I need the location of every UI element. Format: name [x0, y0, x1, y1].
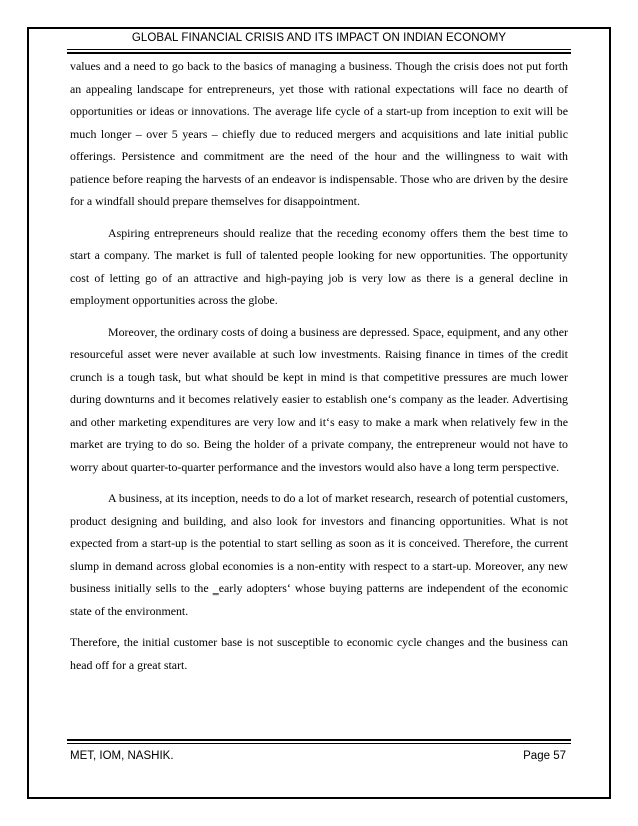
paragraph-4: A business, at its inception, needs to do a lot of market research, research of potential customers, product designing and building, and also look for investors and financing opportunities. What is not expected from a start-up is the potential to start selling as soon as it is conceived. Therefore, the current slump in demand across global economies is a non-entity with respect to a start-up. Moreover, any new business initially sells to the ‗early adopters‘ whose buying patterns are independent of the economic state of the environment.	[70, 491, 568, 618]
header-rule-thick	[67, 52, 571, 54]
paragraph-1: values and a need to go back to the basics of managing a business. Though the crisis does not put forth an appealing landscape for entrepreneurs, yet those with rational expectations will face no dearth of opportunities or ideas or innovations. The average life cycle of a start-up from inception to exit will be much longer – over 5 years – chiefly due to reduced mergers and acquisitions and late initial public offerings. Persistence and commitment are the need of the hour and the willingness to wait with patience before reaping the harvests of an endeavor is indispensable. Those who are driven by the desire for a windfall should prepare themselves for disappointment.	[70, 59, 568, 208]
paragraph-2: Aspiring entrepreneurs should realize that the receding economy offers them the best time to start a company. The market is full of talented people looking for new opportunities. The opportunity cost of letting go of an attractive and high-paying job is very low as there is a general decline in employment opportunities across the globe.	[70, 225, 568, 307]
page-header-title: GLOBAL FINANCIAL CRISIS AND ITS IMPACT ON INDIAN ECONOMY	[131, 32, 507, 44]
footer-page-number: Page 57	[523, 750, 566, 762]
paragraph-3: Moreover, the ordinary costs of doing a business are depressed. Space, equipment, and any other resourceful asset were never available at such low investments. Raising finance in times of the credit crunch is a tough task, but what should be kept in mind is that competitive pressures are much lower during downturns and it becomes relatively easier to establish one‘s company as the leader. Advertising and other marketing expenditures are very low and it‘s easy to make a mark when relatively few in the market are trying to do so. Being the holder of a private company, the entrepreneur would not have to worry about quarter-to-quarter performance and the investors would also have a long term perspective.	[70, 324, 568, 474]
header-rule-thin	[67, 49, 571, 50]
footer-institution: MET, IOM, NASHIK.	[70, 750, 174, 762]
paragraph-5: Therefore, the initial customer base is not susceptible to economic cycle changes and the business can head off for a great start.	[70, 635, 568, 672]
footer-rule-thick	[67, 739, 571, 741]
document-body	[70, 55, 568, 685]
footer-rule-thin	[67, 743, 571, 744]
